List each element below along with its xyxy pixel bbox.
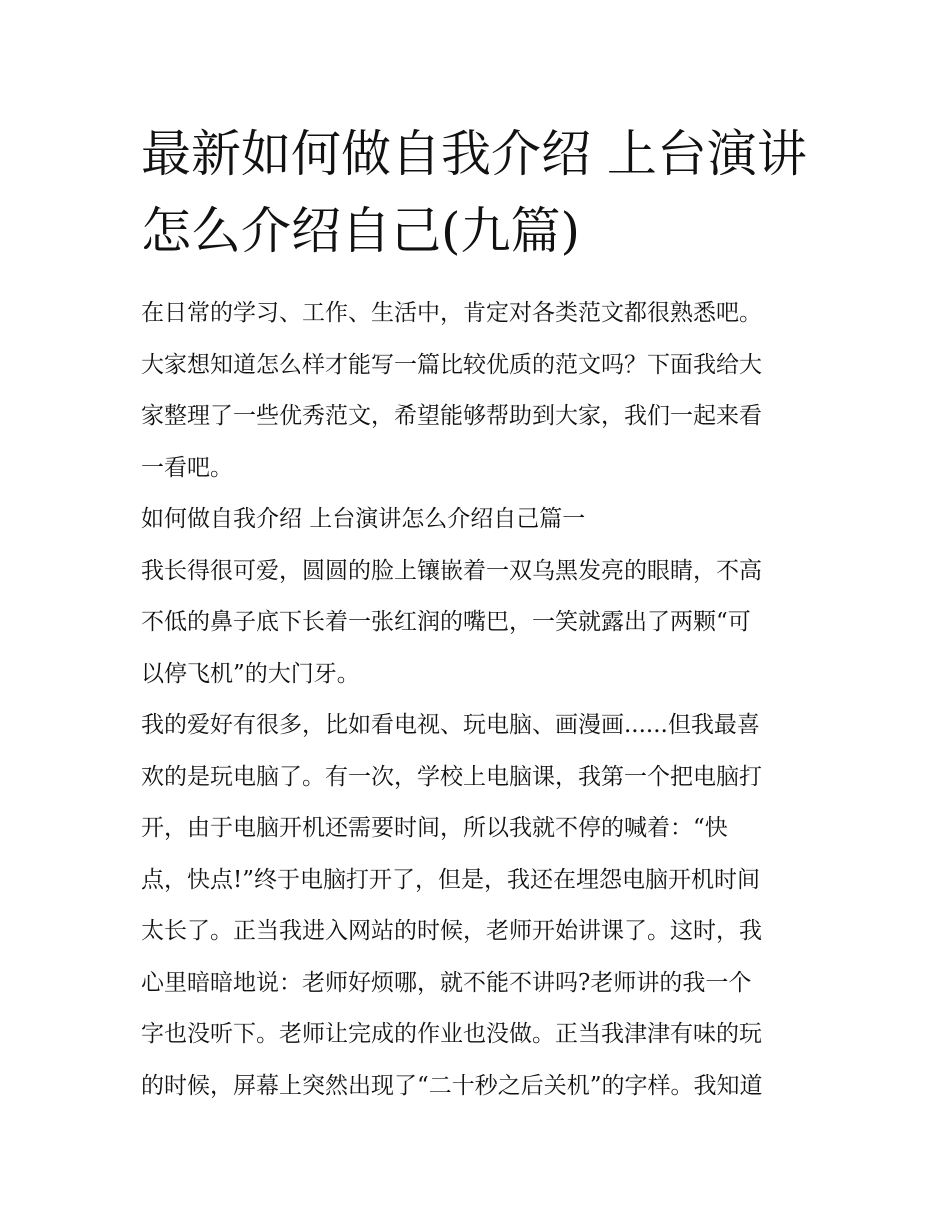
text-line: 字也没听下。老师让完成的作业也没做。正当我津津有味的玩 (141, 1021, 762, 1047)
title-line: 最新如何做自我介绍 上台演讲 (141, 125, 807, 183)
text-line: 点，快点!”终于电脑打开了，但是，我还在埋怨电脑开机时间 (141, 866, 761, 893)
document-content (141, 116, 813, 1112)
text-line: 一看吧。 (141, 454, 233, 481)
text-line: 大家想知道怎么样才能写一篇比较优质的范文吗？下面我给大 (141, 351, 762, 378)
text-line: 在日常的学习、工作、生活中，肯定对各类范文都很熟悉吧。 (141, 300, 762, 326)
text-line: 以停飞机”的大门牙。 (141, 660, 360, 687)
text-line: 开，由于电脑开机还需要时间，所以我就不停的喊着：“快 (141, 815, 728, 841)
section-heading: 如何做自我介绍 上台演讲怎么介绍自己篇一 (141, 506, 586, 532)
text-line: 心里暗暗地说：老师好烦哪，就不能不讲吗?老师讲的我一个 (141, 969, 752, 996)
document-title (141, 116, 813, 270)
text-line: 太长了。正当我进入网站的时候，老师开始讲课了。这时，我 (141, 918, 762, 944)
text-line: 的时候，屏幕上突然出现了“二十秒之后关机”的字样。我知道 (141, 1072, 763, 1099)
document-body (141, 288, 813, 1112)
text-line: 不低的鼻子底下长着一张红润的嘴巴，一笑就露出了两颗“可 (141, 609, 751, 635)
title-line: 怎么介绍自己(九篇) (141, 202, 581, 260)
text-line: 我的爱好有很多，比如看电视、玩电脑、画漫画......但我最喜 (141, 712, 760, 738)
text-line: 家整理了一些优秀范文，希望能够帮助到大家，我们一起来看 (141, 403, 762, 429)
text-line: 欢的是玩电脑了。有一次，学校上电脑课，我第一个把电脑打 (141, 763, 762, 790)
text-line: 我长得很可爱，圆圆的脸上镶嵌着一双乌黑发亮的眼睛，不高 (141, 557, 762, 584)
